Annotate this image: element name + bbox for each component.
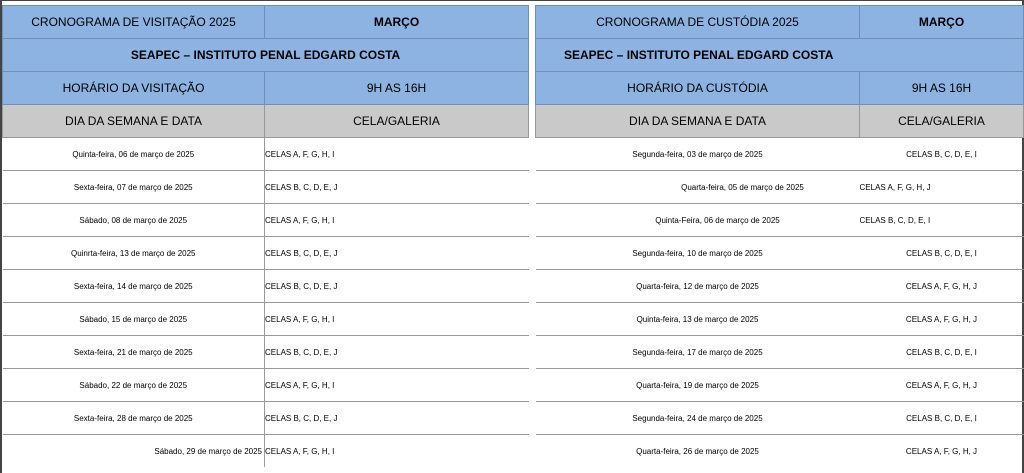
custody-row-cells: CELAS A, F, G, H, J <box>860 171 1024 204</box>
custody-table-row <box>536 435 1024 468</box>
visitation-row-date: Sexta-feira, 14 de março de 2025 <box>3 270 265 303</box>
custody-table-row <box>536 303 1024 336</box>
visitation-table-row <box>3 171 529 204</box>
visitation-row-cells: CELAS A, F, G, H, I <box>265 303 529 336</box>
custody-row-date: Segunda-feira, 17 de março de 2025 <box>536 336 860 369</box>
visitation-table-row <box>3 369 529 402</box>
page-top-border <box>0 0 1024 1</box>
visitation-row-cells: CELAS B, C, D, E, J <box>265 270 529 303</box>
custody-institution-row <box>536 39 1024 72</box>
custody-row-date: Quinta-Feira, 06 de março de 2025 <box>536 204 860 237</box>
custody-hours-row <box>536 72 1024 105</box>
custody-col-cell: CELA/GALERIA <box>860 105 1024 138</box>
custody-table-row <box>536 270 1024 303</box>
visitation-table-row <box>3 435 529 468</box>
custody-title: CRONOGRAMA DE CUSTÓDIA 2025 <box>536 6 860 39</box>
visitation-table-row <box>3 204 529 237</box>
visitation-col-day: DIA DA SEMANA E DATA <box>3 105 265 138</box>
custody-row-cells: CELAS B, C, D, E, I <box>860 138 1024 171</box>
custody-hours-label: HORÁRIO DA CUSTÓDIA <box>536 72 860 105</box>
visitation-table-row <box>3 237 529 270</box>
custody-row-date: Segunda-feira, 24 de março de 2025 <box>536 402 860 435</box>
custody-row-cells: CELAS B, C, D, E, I <box>860 402 1024 435</box>
custody-table-row <box>536 237 1024 270</box>
custody-row-cells: CELAS A, F, G, H, J <box>905 446 978 456</box>
custody-institution: SEAPEC – INSTITUTO PENAL EDGARD COSTA <box>536 39 1024 72</box>
custody-table-row <box>536 204 1024 237</box>
custody-row-cells: CELAS A, F, G, H, J <box>860 369 1024 402</box>
visitation-table-row <box>3 303 529 336</box>
visitation-row-cells: CELAS A, F, G, H, I <box>265 204 529 237</box>
visitation-title-row <box>3 6 529 39</box>
visitation-month: MARÇO <box>265 6 529 39</box>
custody-row-cells: CELAS A, F, G, H, J <box>860 303 1024 336</box>
visitation-table-row <box>3 138 529 171</box>
custody-column-header-row <box>536 105 1024 138</box>
visitation-row-cells: CELAS B, C, D, E, J <box>265 237 529 270</box>
visitation-row-date: Sábado, 22 de março de 2025 <box>3 369 265 402</box>
visitation-row-date: Sábado, 15 de março de 2025 <box>3 303 265 336</box>
visitation-row-date: Quinta-feira, 06 de março de 2025 <box>3 138 265 171</box>
custody-col-day: DIA DA SEMANA E DATA <box>536 105 860 138</box>
visitation-table-row <box>3 402 529 435</box>
custody-row-date: Quarta-feira, 19 de março de 2025 <box>536 369 860 402</box>
custody-title-row <box>536 6 1024 39</box>
custody-row-cells: CELAS A, F, G, H, J <box>860 270 1024 303</box>
custody-month: MARÇO <box>860 6 1024 39</box>
custody-row-date: Quarta-feira, 05 de março de 2025 <box>536 171 860 204</box>
visitation-schedule-table <box>2 5 529 467</box>
visitation-row-cells: CELAS A, F, G, H, I <box>265 446 335 456</box>
custody-row-date: Segunda-feira, 10 de março de 2025 <box>536 237 860 270</box>
custody-schedule-table <box>535 5 1024 467</box>
custody-table-row <box>536 369 1024 402</box>
custody-row-cells: CELAS B, C, D, E, I <box>860 336 1024 369</box>
visitation-row-cells: CELAS B, C, D, E, J <box>265 171 529 204</box>
custody-table-row <box>536 171 1024 204</box>
visitation-row-date: Sexta-feira, 07 de março de 2025 <box>3 171 265 204</box>
custody-row-date: Quinta-feira, 13 de março de 2025 <box>536 303 860 336</box>
custody-table-row <box>536 336 1024 369</box>
visitation-row-date: Sábado, 08 de março de 2025 <box>3 204 265 237</box>
visitation-table-row <box>3 336 529 369</box>
visitation-hours-label: HORÁRIO DA VISITAÇÃO <box>3 72 265 105</box>
visitation-hours-value: 9H AS 16H <box>265 72 529 105</box>
visitation-table-row <box>3 270 529 303</box>
visitation-row-cells: CELAS B, C, D, E, J <box>265 336 529 369</box>
custody-row-date: Segunda-feira, 03 de março de 2025 <box>536 138 860 171</box>
custody-row-date: Quarta-feira, 26 de março de 2025 <box>636 446 759 456</box>
visitation-row-cells: CELAS A, F, G, H, I <box>265 138 529 171</box>
visitation-row-cells: CELAS A, F, G, H, I <box>265 369 529 402</box>
visitation-row-date: Sábado, 29 de março de 2025 <box>3 435 265 468</box>
custody-row-date: Quarta-feira, 12 de março de 2025 <box>536 270 860 303</box>
visitation-row-cells: CELAS B, C, D, E, J <box>265 402 529 435</box>
visitation-institution-row <box>3 39 529 72</box>
visitation-title: CRONOGRAMA DE VISITAÇÃO 2025 <box>3 6 265 39</box>
custody-hours-value: 9H AS 16H <box>860 72 1024 105</box>
visitation-col-cell: CELA/GALERIA <box>265 105 529 138</box>
visitation-row-date: Sexta-feira, 28 de março de 2025 <box>3 402 265 435</box>
visitation-column-header-row <box>3 105 529 138</box>
visitation-institution: SEAPEC – INSTITUTO PENAL EDGARD COSTA <box>3 39 529 72</box>
custody-row-cells: CELAS B, C, D, E, I <box>860 237 1024 270</box>
visitation-row-date: Quinrta-feira, 13 de março de 2025 <box>3 237 265 270</box>
custody-table-row <box>536 138 1024 171</box>
visitation-hours-row <box>3 72 529 105</box>
custody-row-cells: CELAS B, C, D, E, I <box>860 204 1024 237</box>
custody-table-row <box>536 402 1024 435</box>
visitation-row-date: Sexta-feira, 21 de março de 2025 <box>3 336 265 369</box>
